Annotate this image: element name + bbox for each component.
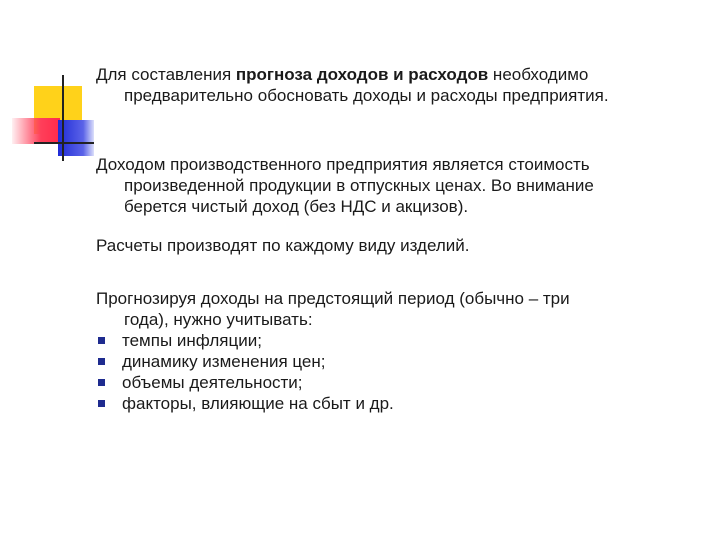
- p2-line2: произведенной продукции в отпускных ценах. Во внимание: [124, 176, 594, 195]
- p2-line1: Доходом производственного предприятия является стоимость: [96, 155, 590, 174]
- bullet-square-icon: [98, 379, 105, 386]
- p3-line1: Расчеты производят по каждому виду изделий.: [96, 236, 470, 255]
- p1-text-post: необходимо: [488, 65, 589, 84]
- paragraph-calculations: [96, 235, 696, 256]
- list-item: [96, 372, 696, 393]
- factors-list: [96, 330, 696, 414]
- list-item: [96, 330, 696, 351]
- p4-line2: года), нужно учитывать:: [124, 310, 313, 329]
- list-item-text: темпы инфляции;: [122, 331, 262, 350]
- bullet-square-icon: [98, 337, 105, 344]
- decor-vertical-line: [62, 75, 64, 161]
- p1-text-cont: предварительно обосновать доходы и расходы предприятия.: [124, 86, 609, 105]
- p1-text-bold: прогноза доходов и расходов: [235, 65, 489, 84]
- p4-line1: Прогнозируя доходы на предстоящий период (обычно – три: [96, 289, 570, 308]
- p2-line3: берется чистый доход (без НДС и акцизов).: [124, 197, 469, 216]
- paragraph-forecast: [96, 64, 696, 106]
- list-item-text: объемы деятельности;: [122, 373, 303, 392]
- bullet-square-icon: [98, 400, 105, 407]
- decor-horizontal-line: [34, 142, 94, 144]
- p1-text-pre: Для составления: [96, 65, 236, 84]
- paragraph-income-definition: [96, 154, 696, 217]
- decor-red-bar: [12, 118, 60, 144]
- list-item-text: факторы, влияющие на сбыт и др.: [122, 394, 394, 413]
- slide-content: [96, 64, 696, 414]
- list-item: [96, 351, 696, 372]
- list-item-text: динамику изменения цен;: [122, 352, 326, 371]
- list-item: [96, 393, 696, 414]
- bullet-square-icon: [98, 358, 105, 365]
- paragraph-forecasting-factors: [96, 288, 696, 414]
